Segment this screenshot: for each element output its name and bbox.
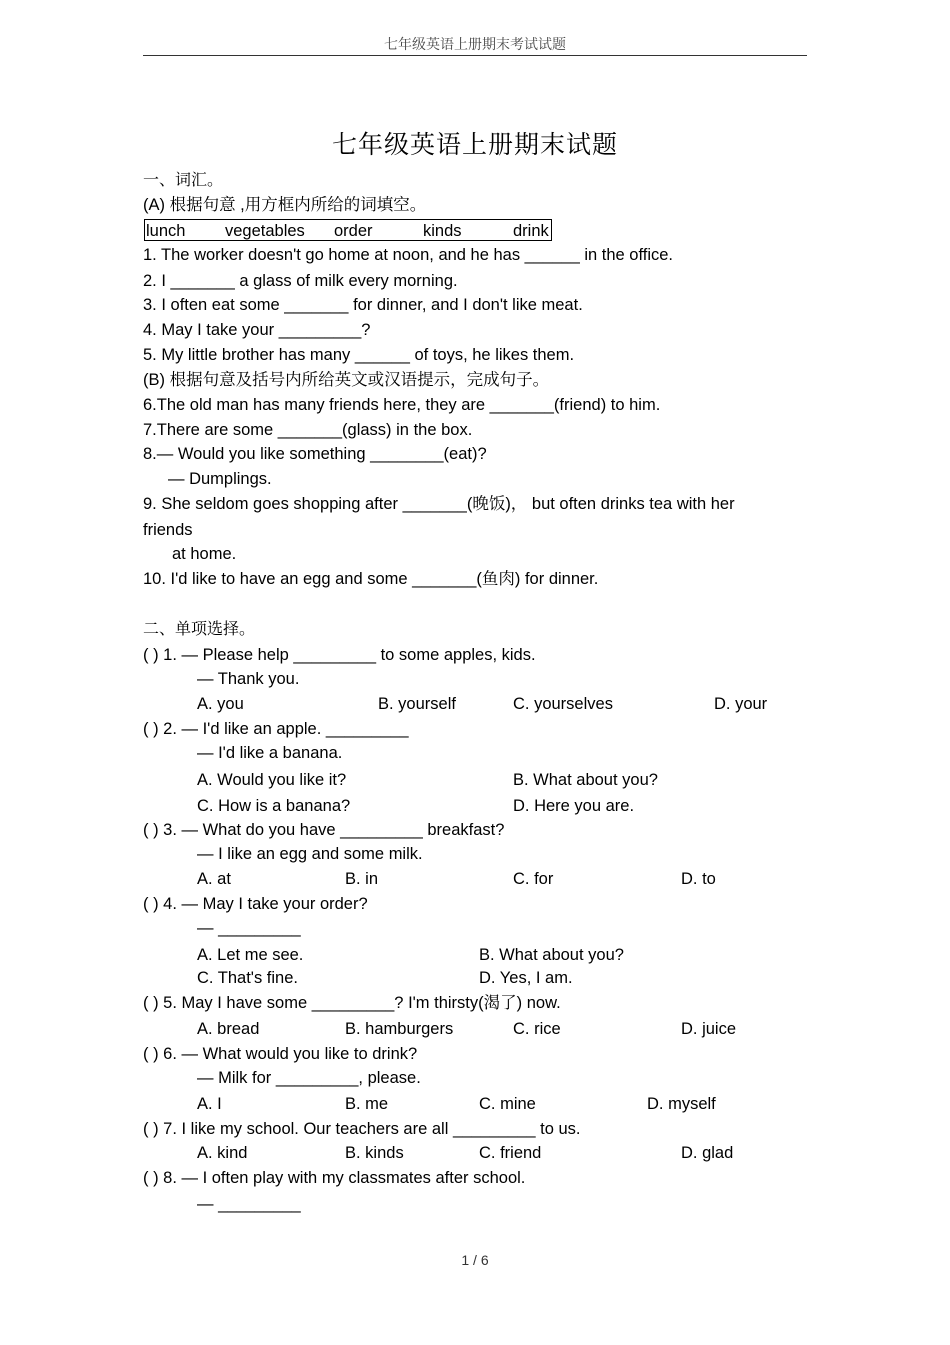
sentence-item: 9. She seldom goes shopping after _______(晚饭)， but often drinks tea with her: [143, 495, 735, 513]
option-c: C. friend: [479, 1144, 542, 1162]
question-stem: ( ) 5. May I have some _________? I'm thirsty(渴了) now.: [143, 994, 561, 1012]
sentence-item: 6.The old man has many friends here, they are _______(friend) to him.: [143, 396, 661, 414]
option-c: C. yourselves: [513, 695, 613, 713]
option-a: A. at: [197, 870, 231, 888]
word-box-item: order: [334, 222, 373, 240]
vocab-item: 1. The worker doesn't go home at noon, and he has ______ in the office.: [143, 246, 673, 264]
running-header: 七年级英语上册期末考试试题: [384, 37, 566, 53]
option-a: A. you: [197, 695, 244, 713]
word-box-item: drink: [513, 222, 549, 240]
option-d: D. to: [681, 870, 716, 888]
option-b: B. yourself: [378, 695, 456, 713]
section2-heading: 二、单项选择。: [143, 619, 256, 638]
option-c: C. That's fine.: [197, 969, 298, 987]
option-c: C. How is a banana?: [197, 797, 351, 815]
option-b: B. kinds: [345, 1144, 404, 1162]
vocab-item: 3. I often eat some _______ for dinner, and I don't like meat.: [143, 296, 583, 314]
option-a: A. Would you like it?: [197, 771, 347, 789]
question-reply: — Milk for _________, please.: [197, 1069, 421, 1087]
option-b: B. in: [345, 870, 379, 888]
question-stem: ( ) 4. — May I take your order?: [143, 895, 368, 913]
option-b: B. What about you?: [513, 771, 658, 789]
option-a: A. Let me see.: [197, 946, 304, 964]
sentence-item-cont: friends: [143, 521, 193, 539]
question-reply: — Thank you.: [197, 670, 300, 688]
option-d: D. juice: [681, 1020, 737, 1038]
question-stem: ( ) 8. — I often play with my classmates after school.: [143, 1169, 526, 1187]
question-stem: ( ) 7. I like my school. Our teachers are all _________ to us.: [143, 1120, 581, 1138]
option-c: C. rice: [513, 1020, 561, 1038]
question-reply: — I'd like a banana.: [197, 744, 343, 762]
question-stem: ( ) 6. — What would you like to drink?: [143, 1045, 418, 1063]
question-reply: — _________: [197, 919, 301, 937]
option-b: B. hamburgers: [345, 1020, 454, 1038]
page-number: 1 / 6: [461, 1252, 489, 1268]
word-box: [144, 219, 552, 241]
vocab-item: 4. May I take your _________?: [143, 321, 371, 339]
option-a: A. I: [197, 1095, 222, 1113]
sentence-item-reply: — Dumplings.: [168, 470, 272, 488]
option-d: D. Here you are.: [513, 797, 635, 815]
partA-instruction: (A) 根据句意 ,用方框内所给的词填空。: [143, 196, 427, 214]
sentence-item: 10. I'd like to have an egg and some _______(鱼肉) for dinner.: [143, 570, 599, 588]
question-reply: — _________: [197, 1195, 301, 1213]
question-stem: ( ) 3. — What do you have _________ breakfast?: [143, 821, 505, 839]
question-stem: ( ) 2. — I'd like an apple. _________: [143, 720, 409, 738]
option-a: A. kind: [197, 1144, 248, 1162]
option-c: C. for: [513, 870, 554, 888]
option-d: D. myself: [647, 1095, 716, 1113]
sentence-item-cont: at home.: [172, 545, 237, 563]
word-box-item: vegetables: [225, 222, 305, 240]
option-d: D. Yes, I am.: [479, 969, 573, 987]
option-a: A. bread: [197, 1020, 260, 1038]
option-b: B. me: [345, 1095, 389, 1113]
vocab-item: 5. My little brother has many ______ of toys, he likes them.: [143, 346, 575, 364]
header-rule: [143, 55, 807, 56]
option-c: C. mine: [479, 1095, 536, 1113]
page-title: 七年级英语上册期末试题: [331, 130, 618, 159]
partB-instruction: (B) 根据句意及括号内所给英文或汉语提示，完成句子。: [143, 371, 550, 389]
sentence-item: 8.— Would you like something ________(eat)?: [143, 445, 487, 463]
vocab-item: 2. I _______ a glass of milk every morning.: [143, 272, 458, 290]
question-reply: — I like an egg and some milk.: [197, 845, 423, 863]
option-d: D. your: [714, 695, 768, 713]
question-stem: ( ) 1. — Please help _________ to some apples, kids.: [143, 646, 536, 664]
word-box-item: kinds: [423, 222, 462, 240]
option-d: D. glad: [681, 1144, 734, 1162]
sentence-item: 7.There are some _______(glass) in the box.: [143, 421, 473, 439]
word-box-item: lunch: [146, 222, 186, 240]
option-b: B. What about you?: [479, 946, 624, 964]
section1-heading: 一、词汇。: [143, 170, 224, 189]
